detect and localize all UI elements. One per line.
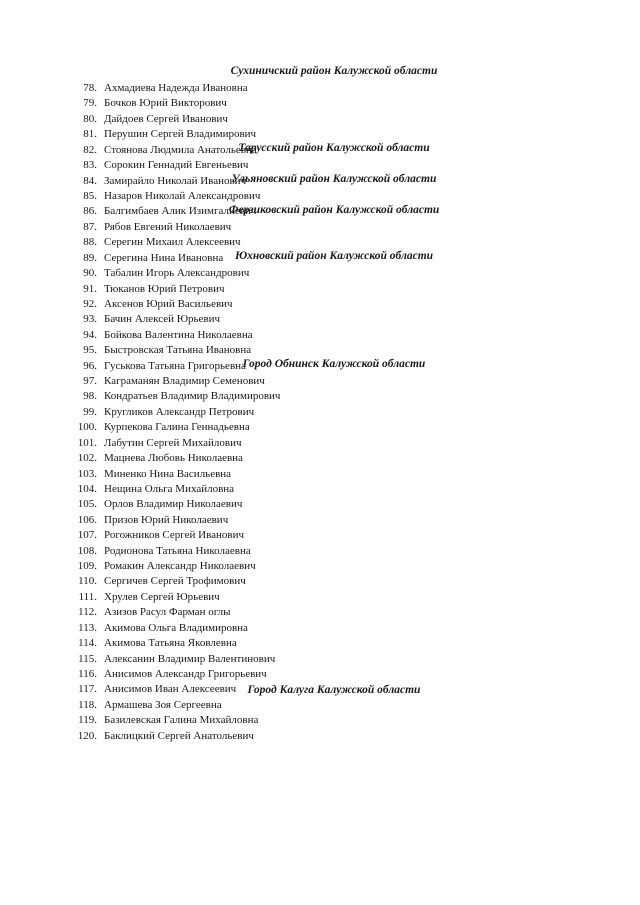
entry-number: 85. bbox=[83, 189, 97, 202]
entry-number: 119. bbox=[78, 714, 97, 727]
person-name: Акимова Ольга Владимировна bbox=[104, 621, 248, 634]
section-heading: Город Обнинск Калужской области bbox=[242, 358, 426, 370]
person-name: Сорокин Геннадий Евгеньевич bbox=[104, 159, 249, 172]
person-name: Аксенов Юрий Васильевич bbox=[104, 297, 233, 310]
person-name: Анисимов Иван Алексеевич bbox=[104, 683, 237, 696]
entry-number: 116. bbox=[78, 668, 97, 680]
entry-number: 114. bbox=[78, 637, 97, 650]
person-name: Курпекова Галина Геннадьевна bbox=[104, 421, 250, 434]
person-name: Бачин Алексей Юрьевич bbox=[104, 313, 221, 326]
entry-number: 100. bbox=[77, 421, 97, 434]
person-name: Рябов Евгений Николаевич bbox=[104, 220, 232, 233]
person-name: Нещина Ольга Михайловна bbox=[104, 482, 235, 495]
entry-number: 97. bbox=[83, 375, 97, 387]
entry-number: 88. bbox=[83, 236, 97, 249]
person-name: Балгимбаев Алик Изимгалиевич bbox=[104, 205, 257, 218]
person-name: Тюканов Юрий Петрович bbox=[104, 282, 225, 295]
entry-number: 87. bbox=[83, 220, 97, 233]
person-name: Серегин Михаил Алексеевич bbox=[104, 236, 241, 249]
entry-number: 111. bbox=[78, 590, 97, 603]
entry-number: 117. bbox=[78, 683, 97, 696]
person-name: Табалин Игорь Александрович bbox=[104, 267, 250, 279]
person-name: Орлов Владимир Николаевич bbox=[104, 498, 243, 511]
person-name: Родионова Татьяна Николаевна bbox=[104, 544, 251, 557]
person-name: Армашева Зоя Сергеевна bbox=[104, 698, 222, 711]
person-name: Хрулев Сергей Юрьевич bbox=[104, 590, 220, 603]
entry-number: 101. bbox=[77, 436, 97, 449]
entry-number: 115. bbox=[78, 652, 97, 665]
entry-number: 105. bbox=[77, 498, 97, 511]
entry-number: 80. bbox=[83, 112, 97, 125]
section-heading: Ферзиковский район Калужской области bbox=[228, 204, 440, 216]
entry-number: 86. bbox=[83, 205, 97, 218]
person-name: Кругликов Александр Петрович bbox=[104, 405, 255, 418]
entry-number: 78. bbox=[83, 82, 97, 94]
section-heading: Юхновский район Калужской области bbox=[234, 250, 434, 262]
person-name: Сергичев Сергей Трофимович bbox=[104, 575, 246, 588]
person-name: Призов Юрий Николаевич bbox=[104, 513, 229, 526]
entry-number: 79. bbox=[83, 97, 97, 110]
entry-number: 103. bbox=[77, 467, 97, 480]
entry-number: 82. bbox=[83, 143, 97, 156]
person-name: Азизов Расул Фарман оглы bbox=[104, 606, 231, 619]
person-name: Мацнева Любовь Николаевна bbox=[104, 452, 243, 465]
person-name: Замирайло Николай Иванович bbox=[104, 174, 247, 187]
person-name: Алексанин Владимир Валентинович bbox=[104, 652, 276, 665]
entry-number: 93. bbox=[83, 313, 97, 326]
section-heading: Ульяновский район Калужской области bbox=[231, 173, 437, 185]
person-name: Дайдоев Сергей Иванович bbox=[104, 112, 228, 125]
entry-number: 110. bbox=[78, 575, 97, 588]
person-name: Миненко Нина Васильевна bbox=[104, 467, 232, 480]
person-name: Ромакин Александр Николаевич bbox=[104, 560, 256, 572]
section-heading: Тарусский район Калужской области bbox=[238, 142, 430, 154]
person-name: Назаров Николай Александрович bbox=[104, 189, 261, 202]
person-name: Бойкова Валентина Николаевна bbox=[104, 328, 253, 341]
person-name: Быстровская Татьяна Ивановна bbox=[104, 344, 252, 357]
entry-number: 98. bbox=[83, 390, 97, 403]
person-name: Серегина Нина Ивановна bbox=[104, 251, 224, 264]
entry-number: 90. bbox=[83, 267, 97, 279]
entry-number: 109. bbox=[77, 560, 97, 572]
entry-number: 120. bbox=[77, 729, 97, 742]
person-name: Бочков Юрий Викторович bbox=[104, 97, 227, 110]
person-name: Гуськова Татьяна Григорьевна bbox=[104, 359, 246, 372]
entry-number: 94. bbox=[83, 328, 97, 341]
entry-number: 84. bbox=[83, 174, 97, 187]
entry-number: 92. bbox=[83, 297, 97, 310]
entry-number: 107. bbox=[77, 529, 97, 542]
entry-number: 113. bbox=[78, 621, 97, 634]
entry-number: 96. bbox=[83, 359, 97, 372]
entry-number: 91. bbox=[83, 282, 97, 295]
entry-number: 83. bbox=[83, 159, 97, 172]
person-name: Акимова Татьяна Яковлевна bbox=[104, 637, 237, 650]
section-heading: Сухиничский район Калужской области bbox=[230, 65, 438, 77]
person-name: Ахмадиева Надежда Ивановна bbox=[104, 82, 248, 94]
person-name: Анисимов Александр Григорьевич bbox=[104, 668, 267, 680]
person-name: Кондратьев Владимир Владимирович bbox=[104, 390, 281, 403]
entry-number: 89. bbox=[83, 251, 97, 264]
person-name: Стоянова Людмила Анатольевна bbox=[104, 143, 257, 156]
person-name: Базилевская Галина Михайловна bbox=[104, 714, 259, 727]
person-name: Рогожников Сергей Иванович bbox=[104, 529, 245, 542]
person-name: Каграманян Владимир Семенович bbox=[104, 375, 265, 387]
entry-number: 102. bbox=[77, 452, 97, 465]
person-name: Баклицкий Сергей Анатольевич bbox=[104, 729, 254, 742]
entry-number: 81. bbox=[83, 128, 97, 141]
entry-number: 95. bbox=[83, 344, 97, 357]
entry-number: 104. bbox=[77, 482, 97, 495]
entry-number: 112. bbox=[78, 606, 97, 619]
entry-number: 118. bbox=[78, 698, 97, 711]
person-name: Перушин Сергей Владимирович bbox=[104, 128, 257, 141]
entry-number: 108. bbox=[77, 544, 97, 557]
entry-number: 99. bbox=[83, 405, 97, 418]
person-name: Лабутин Сергей Михайлович bbox=[104, 436, 242, 449]
entry-number: 106. bbox=[77, 513, 97, 526]
section-heading: Город Калуга Калужской области bbox=[247, 684, 421, 696]
